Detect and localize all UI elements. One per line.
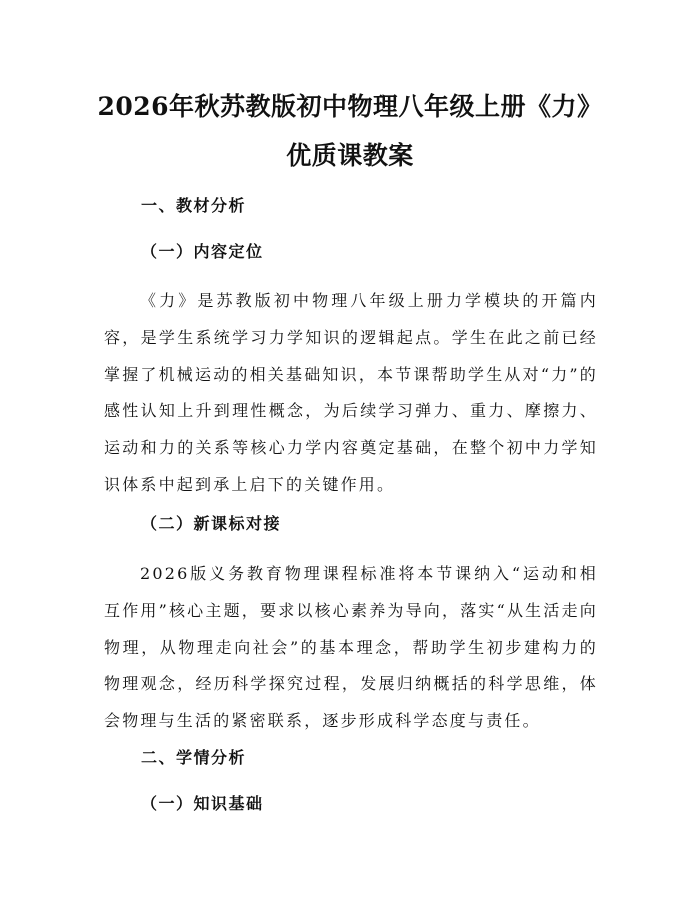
subsection-heading-content-positioning: （一）内容定位 [141,242,264,261]
subsection-heading-knowledge-base: （一）知识基础 [141,794,264,813]
document-title-line-2: 优质课教案 [286,141,414,170]
paragraph-content-positioning: 《力》是苏教版初中物理八年级上册力学模块的开篇内容，是学生系统学习力学知识的逻辑起点。学生在此之前已经掌握了机械运动的相关基础知识，本节课帮助学生从对“力”的感性认知上升到理性概念，为后续学习弹力、重力、摩擦力、运动和力的关系等核心力学内容奠定基础，在整个初中力学知识体系中起到承上启下的关键作用。 [104,291,598,494]
section-heading-learner-analysis: 二、学情分析 [141,748,247,767]
document-title-line-1: 2026年秋苏教版初中物理八年级上册《力》 [97,92,603,121]
section-heading-textbook-analysis: 一、教材分析 [141,196,247,215]
paragraph-curriculum-standard: 2026版义务教育物理课程标准将本节课纳入“运动和相互作用”核心主题，要求以核心素养为导向，落实“从生活走向物理，从物理走向社会”的基本理念，帮助学生初步建构力的物理观念，经历科学探究过程，发展归纳概括的科学思维，体会物理与生活的紧密联系，逐步形成科学态度与责任。 [104,564,598,731]
subsection-heading-curriculum-standard: （二）新课标对接 [141,514,282,533]
